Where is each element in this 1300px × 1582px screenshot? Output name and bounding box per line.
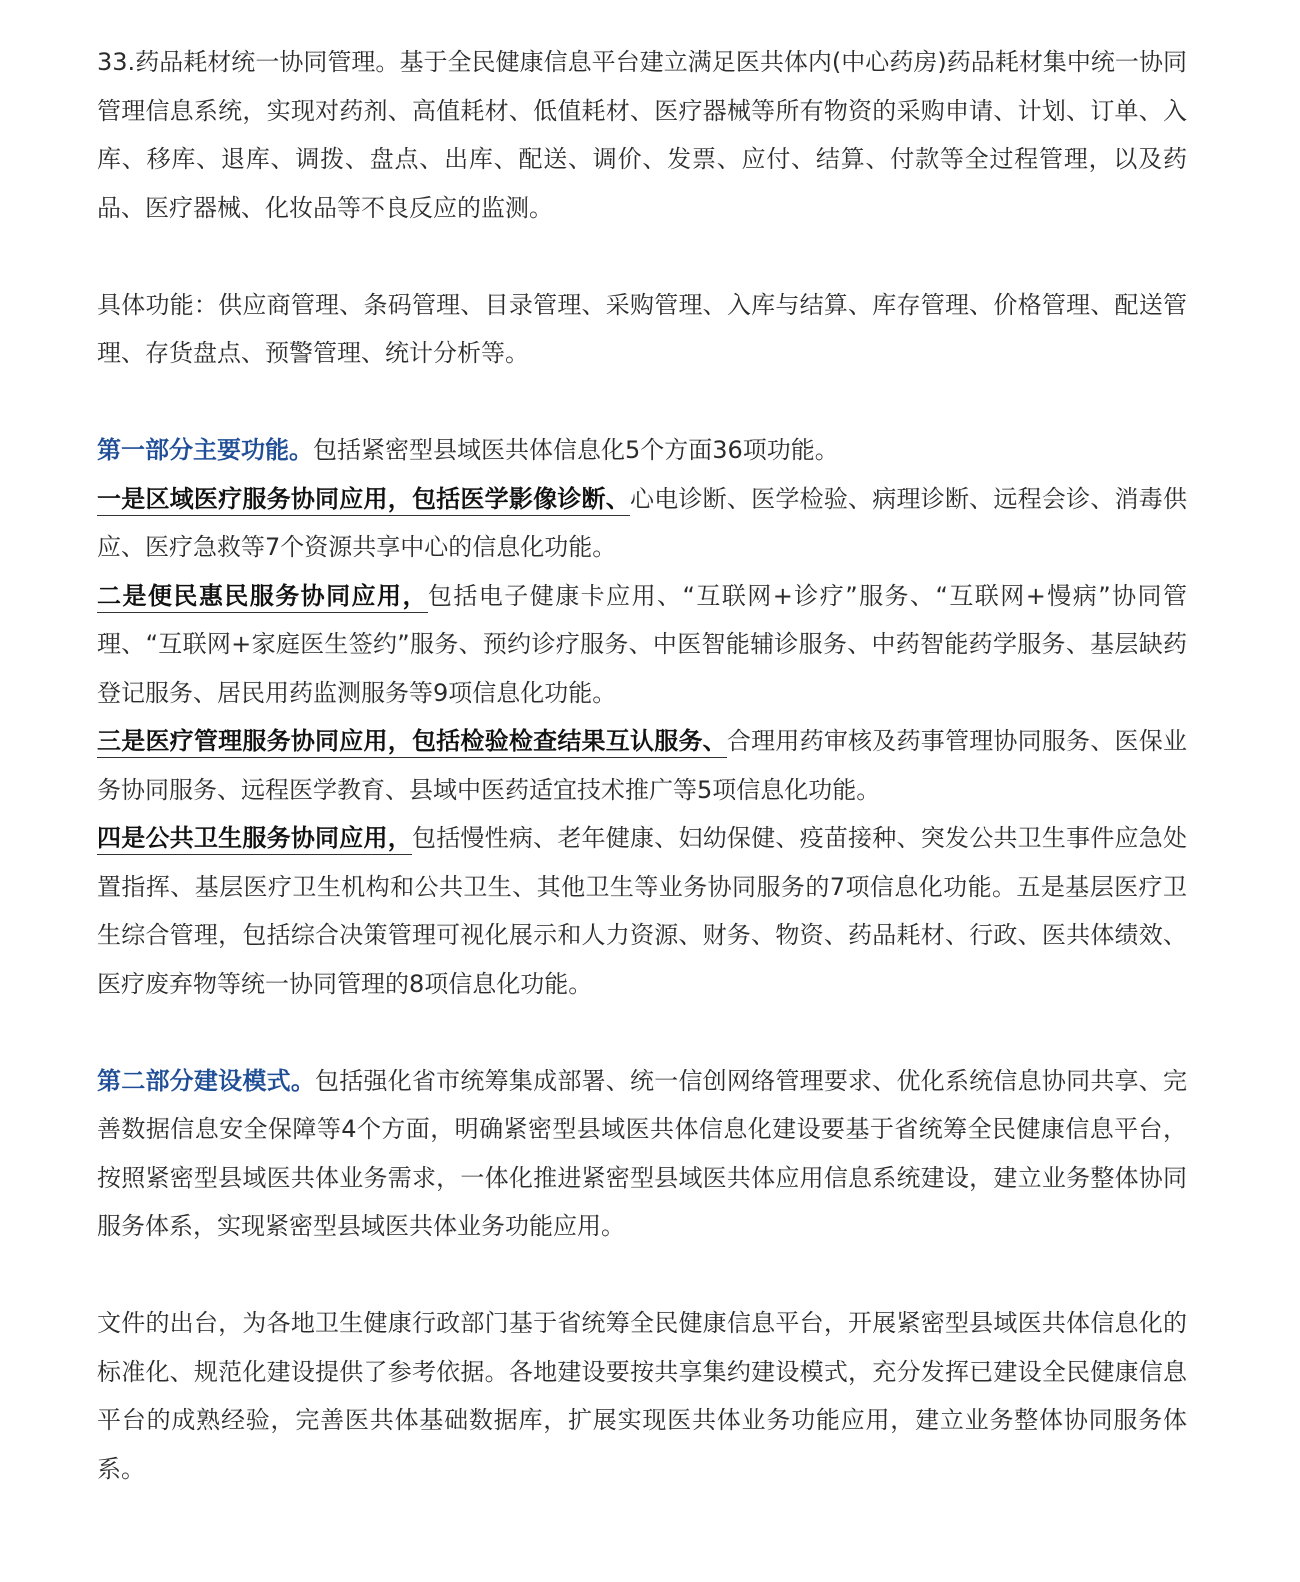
part1-heading: 第一部分主要功能。 [97, 436, 313, 464]
specific-functions-text: 具体功能：供应商管理、条码管理、目录管理、采购管理、入库与结算、库存管理、价格管理、配送管理、存货盘点、预警管理、统计分析等。 [97, 290, 1187, 367]
paragraph-gap [97, 232, 1187, 281]
part1-item-2-lead: 二是便民惠民服务协同应用， [97, 582, 428, 613]
part1-item-3-lead: 三是医疗管理服务协同应用，包括检验检查结果互认服务、 [97, 727, 727, 758]
part1-item-2-text: 包括电子健康卡应用、“互联网+诊疗”服务、“互联网+慢病”协同管理、“互联网+家庭医生签约”服务、预约诊疗服务、中医智能辅诊服务、中药智能药学服务、基层缺药登记服务、居民用药监测服务等9项信息化功能。 [97, 581, 1187, 707]
part1-item-3 [97, 717, 1187, 814]
paragraph-part2 [97, 1057, 1187, 1251]
part1-item-4-text: 包括慢性病、老年健康、妇幼保健、疫苗接种、突发公共卫生事件应急处置指挥、基层医疗卫生机构和公共卫生、其他卫生等业务协同服务的7项信息化功能。五是基层医疗卫生综合管理，包括综合决策管理可视化展示和人力资源、财务、物资、药品耗材、行政、医共体绩效、医疗废弃物等统一协同管理的8项信息化功能。 [97, 824, 1188, 998]
part1-item-1-text: 心电诊断、医学检验、病理诊断、远程会诊、消毒供应、医疗急救等7个资源共享中心的信息化功能。 [97, 484, 1187, 561]
part2-heading: 第二部分建设模式。 [97, 1066, 316, 1095]
paragraph-gap [97, 1251, 1187, 1300]
paragraph-drug-consumables-text: 33.药品耗材统一协同管理。基于全民健康信息平台建立满足医共体内(中心药房)药品耗材集中统一协同管理信息系统，实现对药剂、高值耗材、低值耗材、医疗器械等所有物资的采购申请、计划、订单、入库、移库、退库、调拨、盘点、出库、配送、调价、发票、应付、结算、付款等全过程管理，以及药品、医疗器械、化妆品等不良反应的监测。 [97, 48, 1187, 222]
part1-item-4-lead: 四是公共卫生服务协同应用， [97, 824, 412, 855]
article-body [97, 38, 1187, 1493]
paragraph-gap [97, 1008, 1187, 1057]
conclusion-text: 文件的出台，为各地卫生健康行政部门基于省统筹全民健康信息平台，开展紧密型县域医共体信息化的标准化、规范化建设提供了参考依据。各地建设要按共享集约建设模式，充分发挥已建设全民健康信息平台的成熟经验，完善医共体基础数据库，扩展实现医共体业务功能应用，建立业务整体协同服务体系。 [97, 1309, 1187, 1483]
part1-item-3-text: 合理用药审核及药事管理协同服务、医保业务协同服务、远程医学教育、县域中医药适宜技术推广等5项信息化功能。 [97, 727, 1188, 804]
paragraph-specific-functions [97, 281, 1187, 378]
paragraph-gap [97, 378, 1187, 427]
part2-body: 包括强化省市统筹集成部署、统一信创网络管理要求、优化系统信息协同共享、完善数据信息安全保障等4个方面，明确紧密型县域医共体信息化建设要基于省统筹全民健康信息平台，按照紧密型县域医共体业务需求，一体化推进紧密型县域医共体应用信息系统建设，建立业务整体协同服务体系，实现紧密型县域医共体业务功能应用。 [97, 1066, 1187, 1240]
part1-intro: 包括紧密型县域医共体信息化5个方面36项功能。 [313, 436, 839, 464]
paragraph-conclusion [97, 1299, 1187, 1493]
part1-item-1-lead: 一是区域医疗服务协同应用，包括医学影像诊断、 [97, 485, 630, 516]
paragraph-drug-consumables [97, 38, 1187, 232]
part1-item-2 [97, 572, 1187, 718]
part1-item-4 [97, 814, 1187, 1008]
paragraph-part1-intro [97, 426, 1187, 475]
part1-item-1 [97, 475, 1187, 572]
